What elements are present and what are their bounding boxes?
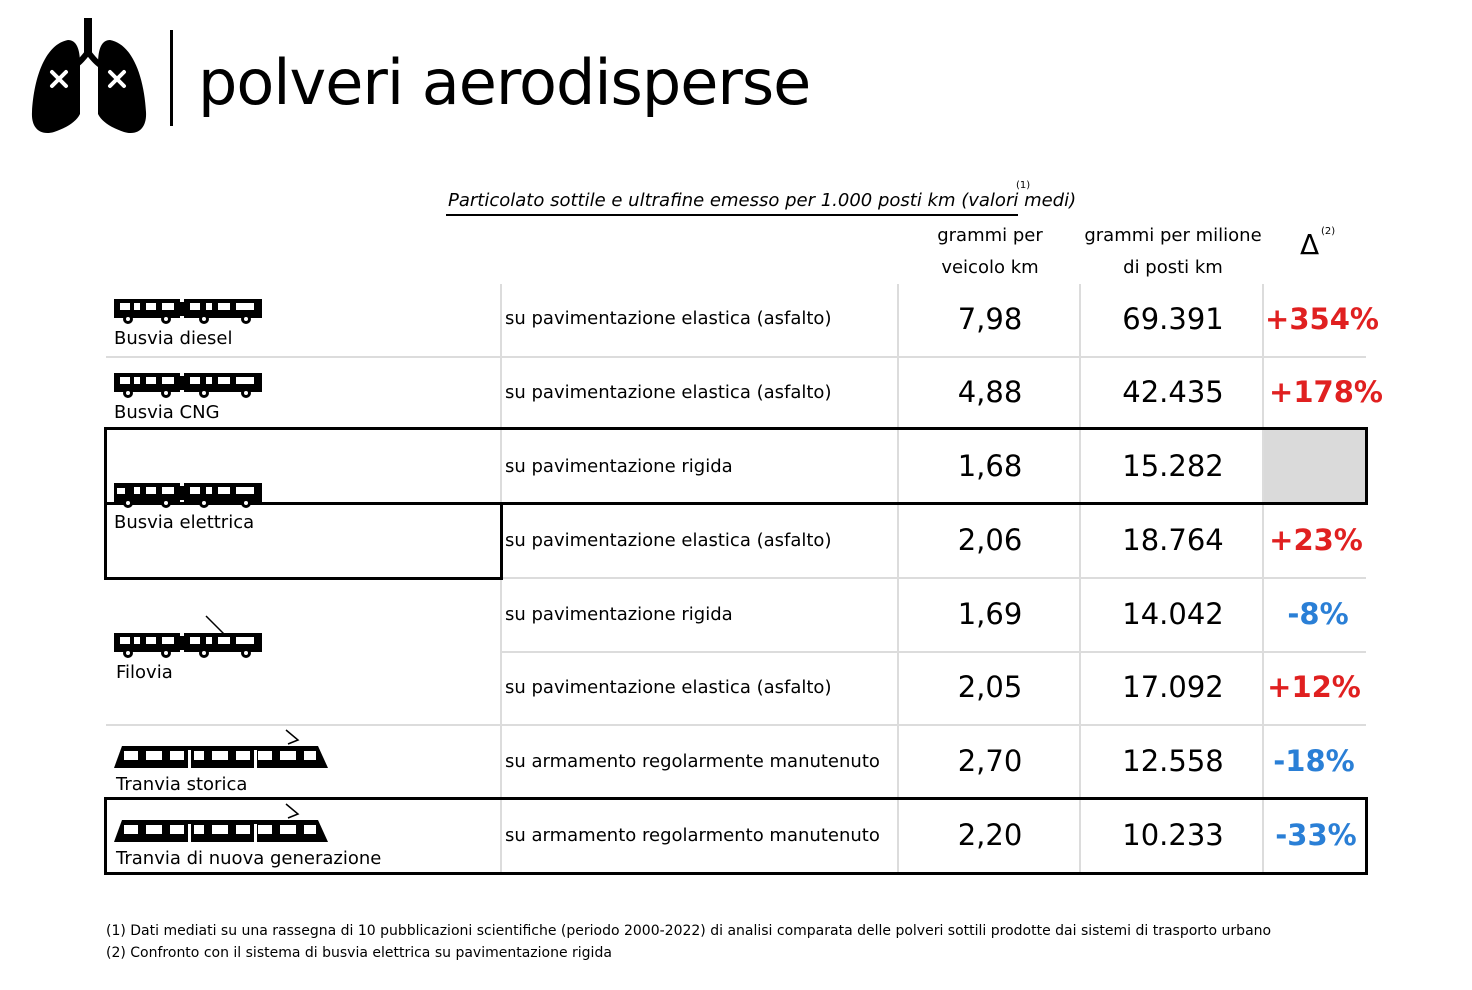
condition-cell: su pavimentazione elastica (asfalto) — [505, 308, 832, 329]
column-header-veicolo-km — [900, 220, 1080, 284]
vehicle-name: Busvia elettrica — [114, 512, 255, 533]
row-divider — [500, 651, 1366, 653]
condition-cell: su pavimentazione elastica (asfalto) — [505, 677, 832, 698]
value-posti-km: 12.558 — [1122, 744, 1224, 778]
value-veicolo-km: 2,70 — [957, 744, 1023, 778]
condition-cell: su pavimentazione rigida — [505, 456, 733, 477]
title-underline — [446, 214, 1018, 216]
vehicle-name: Tranvia storica — [116, 774, 248, 795]
column-header-line: grammi per — [937, 225, 1043, 246]
value-veicolo-km: 1,69 — [957, 597, 1023, 631]
value-veicolo-km: 4,88 — [957, 375, 1023, 409]
bus-icon — [114, 370, 264, 400]
delta-value: +354% — [1265, 302, 1379, 336]
column-header-delta: Δ — [1300, 228, 1320, 261]
column-header-line: di posti km — [1123, 257, 1223, 278]
value-posti-km: 69.391 — [1122, 302, 1224, 336]
value-posti-km: 15.282 — [1122, 449, 1224, 483]
tram-icon — [114, 728, 330, 774]
value-veicolo-km: 2,20 — [957, 818, 1023, 852]
value-veicolo-km: 2,05 — [957, 670, 1023, 704]
vehicle-name: Tranvia di nuova generazione — [116, 848, 382, 869]
condition-cell: su armamento regolarmente manutenuto — [505, 751, 880, 772]
tram-icon — [114, 802, 330, 848]
row-divider — [106, 724, 1366, 726]
condition-cell: su pavimentazione elastica (asfalto) — [505, 530, 832, 551]
delta-footnote-marker: (2) — [1321, 226, 1336, 237]
title-footnote-marker: (1) — [1016, 180, 1031, 191]
delta-value: +23% — [1269, 523, 1363, 557]
title-divider — [170, 30, 173, 126]
vehicle-name: Filovia — [116, 662, 173, 683]
electric-bus-icon — [114, 480, 264, 510]
value-posti-km: 18.764 — [1122, 523, 1224, 557]
vehicle-name: Busvia CNG — [114, 402, 220, 423]
value-veicolo-km: 2,06 — [957, 523, 1023, 557]
footnote: (2) Confronto con il sistema di busvia elettrica su pavimentazione rigida — [106, 945, 612, 961]
lungs-icon — [30, 16, 148, 138]
value-veicolo-km: 1,68 — [957, 449, 1023, 483]
bus-icon — [114, 296, 264, 326]
column-header-line: veicolo km — [941, 257, 1039, 278]
delta-value: -18% — [1273, 744, 1355, 778]
condition-cell: su pavimentazione elastica (asfalto) — [505, 382, 832, 403]
footnote: (1) Dati mediati su una rassegna di 10 pubblicazioni scientifiche (periodo 2000-2022) di analisi comparata delle polveri sottili prodotte dai sistemi di trasporto urbano — [106, 923, 1272, 939]
condition-cell: su armamento regolarmento manutenuto — [505, 825, 880, 846]
column-header-posti-km — [1082, 220, 1264, 284]
value-posti-km: 42.435 — [1122, 375, 1224, 409]
delta-value: -8% — [1287, 597, 1349, 631]
value-posti-km: 14.042 — [1122, 597, 1224, 631]
vehicle-name: Busvia diesel — [114, 328, 233, 349]
column-header-line: grammi per milione — [1084, 225, 1262, 246]
value-posti-km: 17.092 — [1122, 670, 1224, 704]
delta-value: -33% — [1275, 818, 1357, 852]
grid-line — [1079, 284, 1081, 874]
value-veicolo-km: 7,98 — [957, 302, 1023, 336]
grid-line — [1262, 284, 1264, 874]
delta-value: +178% — [1269, 375, 1383, 409]
chart-title: Particolato sottile e ultrafine emesso per 1.000 posti km (valori medi) — [448, 190, 1077, 211]
value-posti-km: 10.233 — [1122, 818, 1224, 852]
condition-cell: su pavimentazione rigida — [505, 604, 733, 625]
delta-value: +12% — [1267, 670, 1361, 704]
page-title: polveri aerodisperse — [198, 46, 811, 119]
grid-line — [897, 284, 899, 874]
row-divider — [106, 356, 1366, 358]
trolleybus-icon — [114, 614, 264, 660]
